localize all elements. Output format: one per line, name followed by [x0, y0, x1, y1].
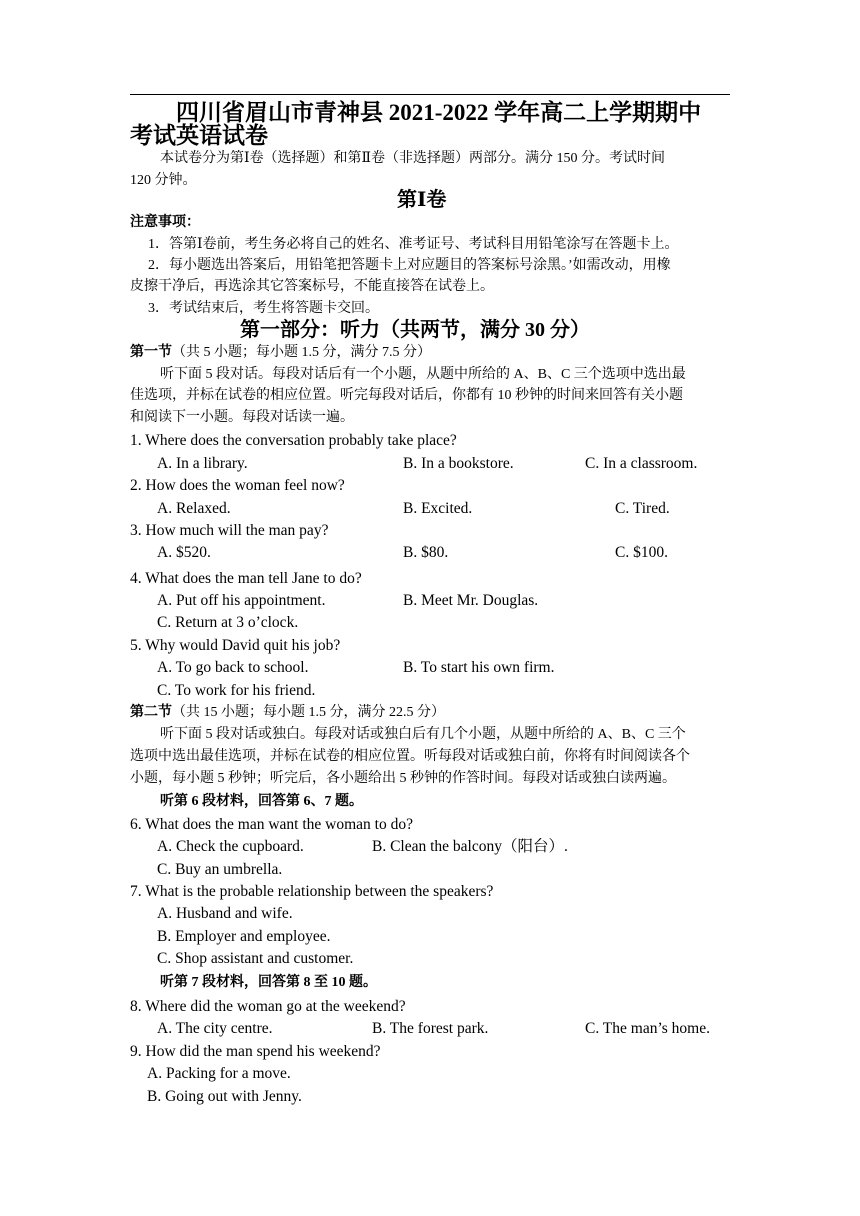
question-4: 4. What does the man tell Jane to do?	[130, 570, 362, 587]
q5-option-a: A. To go back to school.	[157, 659, 309, 676]
q2-option-a: A. Relaxed.	[157, 500, 231, 517]
section2-instr-3: 小题，每小题 5 秒钟；听完后，各小题给出 5 秒钟的作答时间。每段对话或独白读两遍。	[130, 771, 676, 786]
volume-heading: 第Ⅰ卷	[397, 189, 447, 211]
question-8: 8. Where did the woman go at the weekend?	[130, 998, 406, 1015]
section2-heading	[130, 706, 445, 720]
intro-line-1: 本试卷分为第Ⅰ卷（选择题）和第Ⅱ卷（非选择题）两部分。满分 150 分。考试时间	[160, 151, 666, 166]
header-rule	[130, 94, 730, 95]
material-7-heading: 听第 7 段材料，回答第 8 至 10 题。	[160, 975, 377, 990]
q2-option-b: B. Excited.	[403, 500, 473, 517]
title-line-2: 考试英语试卷	[130, 123, 268, 148]
q8-option-b: B. The forest park.	[372, 1020, 489, 1037]
section1-instr-2: 佳选项，并标在试卷的相应位置。听完每段对话后，你都有 10 秒钟的时间来回答有关小题	[130, 388, 683, 403]
notes-item-2-line-2: 皮擦干净后，再选涂其它答案标号，不能直接答在试卷上。	[130, 279, 494, 294]
section2-note: （共 15 小题；每小题 1.5 分，满分 22.5 分）	[172, 705, 445, 720]
question-3: 3. How much will the man pay?	[130, 522, 329, 539]
section1-instr-1: 听下面 5 段对话。每段对话后有一个小题，从题中所给的 A、B、C 三个选项中选出最	[160, 367, 686, 382]
section1-note: （共 5 小题；每小题 1.5 分，满分 7.5 分）	[172, 345, 431, 360]
notes-item-2-line-1: 2．每小题选出答案后，用铅笔把答题卡上对应题目的答案标号涂黑。’如需改动，用橡	[148, 258, 671, 273]
q7-option-a: A. Husband and wife.	[157, 905, 293, 922]
question-7: 7. What is the probable relationship between the speakers?	[130, 883, 494, 900]
section1-instr-3: 和阅读下一小题。每段对话读一遍。	[130, 410, 354, 425]
q8-option-c: C. The man’s home.	[585, 1020, 710, 1037]
section2-instr-1: 听下面 5 段对话或独白。每段对话或独白后有几个小题，从题中所给的 A、B、C 三个	[160, 727, 686, 742]
q3-option-c: C. $100.	[615, 544, 668, 561]
question-9: 9. How did the man spend his weekend?	[130, 1043, 381, 1060]
q6-option-c: C. Buy an umbrella.	[157, 861, 283, 878]
question-1: 1. Where does the conversation probably take place?	[130, 432, 457, 449]
q3-option-b: B. $80.	[403, 544, 449, 561]
q4-option-a: A. Put off his appointment.	[157, 592, 326, 609]
part1-heading: 第一部分：听力（共两节，满分 30 分）	[240, 319, 590, 341]
section1-heading	[130, 346, 431, 360]
q2-option-c: C. Tired.	[615, 500, 670, 517]
question-6: 6. What does the man want the woman to do?	[130, 816, 413, 833]
q6-option-b: B. Clean the balcony（阳台）.	[372, 838, 568, 855]
section2-instr-2: 选项中选出最佳选项，并标在试卷的相应位置。听每段对话或独白前，你将有时间阅读各个	[130, 749, 690, 764]
notes-item-1: 1．答第Ⅰ卷前，考生务必将自己的姓名、准考证号、考试科目用铅笔涂写在答题卡上。	[148, 237, 679, 252]
q1-option-c: C. In a classroom.	[585, 455, 698, 472]
q3-option-a: A. $520.	[157, 544, 211, 561]
section1-title: 第一节	[130, 345, 172, 360]
q4-option-c: C. Return at 3 o’clock.	[157, 614, 299, 631]
q5-option-c: C. To work for his friend.	[157, 682, 316, 699]
question-5: 5. Why would David quit his job?	[130, 637, 341, 654]
intro-line-2: 120 分钟。	[130, 173, 197, 188]
q6-option-a: A. Check the cupboard.	[157, 838, 304, 855]
notes-heading: 注意事项：	[130, 215, 200, 230]
section2-title: 第二节	[130, 705, 172, 720]
q7-option-c: C. Shop assistant and customer.	[157, 950, 354, 967]
notes-item-3: 3．考试结束后，考生将答题卡交回。	[148, 301, 379, 316]
q1-option-b: B. In a bookstore.	[403, 455, 514, 472]
question-2: 2. How does the woman feel now?	[130, 477, 345, 494]
q9-option-a: A. Packing for a move.	[147, 1065, 291, 1082]
q5-option-b: B. To start his own firm.	[403, 659, 555, 676]
q7-option-b: B. Employer and employee.	[157, 928, 331, 945]
q8-option-a: A. The city centre.	[157, 1020, 273, 1037]
q1-option-a: A. In a library.	[157, 455, 248, 472]
title-line-1: 四川省眉山市青神县 2021-2022 学年高二上学期期中	[176, 100, 702, 125]
q9-option-b: B. Going out with Jenny.	[147, 1088, 302, 1105]
q4-option-b: B. Meet Mr. Douglas.	[403, 592, 539, 609]
material-6-heading: 听第 6 段材料，回答第 6、7 题。	[160, 794, 363, 809]
